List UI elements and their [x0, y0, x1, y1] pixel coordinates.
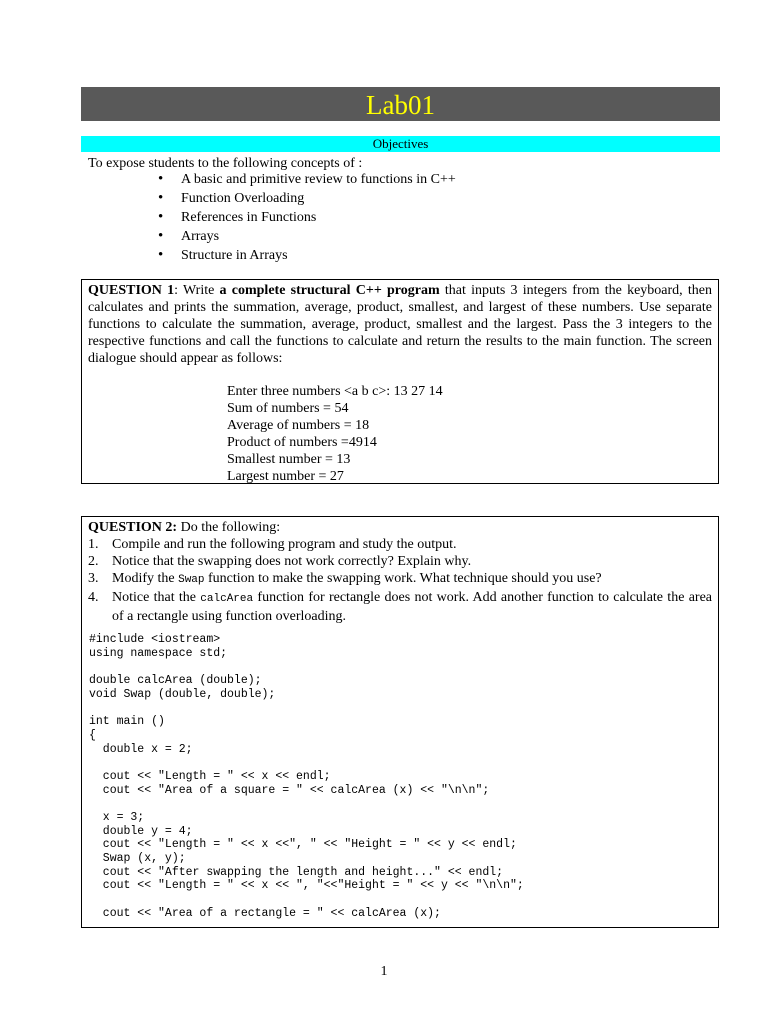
step-item [88, 536, 712, 553]
code-line: void Swap (double, double); [89, 687, 276, 701]
dialog-line: Smallest number = 13 [227, 452, 351, 467]
objectives-heading: Objectives [81, 136, 720, 152]
dialog-line: Average of numbers = 18 [227, 418, 370, 433]
step-text: Notice that the swapping does not work correctly? Explain why. [112, 554, 472, 569]
question-1-text-b: that inputs 3 integers from the keyboard, then calculates and prints the summation, average, product, smallest, and largest of these numbers. Use separate functions to calculate the summation, average, product, smallest and the largest. Pass the 3 integers to the respective functions and call the functions to calculate and return the results to the main function. The screen dialogue should appear as follows: [88, 283, 712, 366]
code-line [89, 797, 524, 811]
step-item [88, 570, 712, 589]
dialog-line: Sum of numbers = 54 [227, 401, 349, 416]
dialog-line: Enter three numbers <a b c>: 13 27 14 [227, 384, 443, 399]
dialog-line: Largest number = 27 [227, 469, 344, 484]
code-listing [89, 633, 524, 920]
objective-item: • A basic and primitive review to functions in C++ [156, 170, 456, 189]
dialog-line: Product of numbers =4914 [227, 435, 377, 450]
code-line: int main () [89, 715, 165, 729]
question-2-title [88, 519, 280, 536]
code-line: double calcArea (double); [89, 674, 262, 688]
question-2-steps [88, 536, 712, 625]
code-line: x = 3; [89, 810, 145, 824]
inline-code: Swap [178, 574, 205, 586]
step-text: Notice that the [112, 590, 201, 605]
code-line: cout << "Length = " << x << endl; [89, 769, 331, 783]
step-text: function to make the swapping work. What technique should you use? [204, 571, 602, 586]
step-number: 2. [88, 554, 99, 569]
code-line: double y = 4; [89, 824, 193, 838]
objective-item: • Arrays [156, 227, 456, 246]
code-line: Swap (x, y); [89, 852, 186, 865]
objective-item: • Function Overloading [156, 189, 456, 208]
inline-code: calcArea [200, 593, 254, 605]
step-number: 3. [88, 571, 99, 586]
page-title: Lab01 [81, 87, 720, 121]
question-2-box [81, 516, 719, 928]
step-text: Compile and run the following program and study the output. [112, 537, 457, 552]
code-line: cout << "After swapping the length and height..." << endl; [89, 865, 504, 879]
code-line: using namespace std; [89, 646, 228, 660]
step-item [88, 589, 712, 625]
question-2-label: QUESTION 2: [88, 520, 178, 535]
question-1-text [88, 282, 712, 367]
code-line: double x = 2; [89, 742, 193, 756]
code-line: cout << "Area of a rectangle = " << calcArea (x); [89, 906, 441, 920]
objective-item: • References in Functions [156, 208, 456, 227]
question-1-emphasis: a complete structural C++ program [219, 283, 440, 298]
question-1-text-a: : Write [174, 283, 220, 298]
code-line: #include <iostream> [89, 633, 221, 646]
code-line [89, 756, 524, 770]
page-number: 1 [380, 964, 388, 979]
sample-dialog [227, 383, 443, 485]
code-line: cout << "Length = " << x << ", "<<"Height = " << y << "\n\n"; [89, 879, 524, 893]
step-text: Modify the [112, 571, 179, 586]
code-line [89, 660, 524, 674]
step-text: function for rectangle does not work. Add another function to calculate the area of a rectangle using function overloading. [112, 590, 713, 624]
step-number: 1. [88, 537, 99, 552]
code-line: { [89, 728, 96, 742]
question-1-label: QUESTION 1 [88, 283, 175, 298]
step-number: 4. [88, 590, 99, 605]
step-item [88, 553, 712, 570]
question-1-box [81, 279, 719, 484]
code-line: cout << "Length = " << x <<", " << "Height = " << y << endl; [89, 838, 517, 852]
code-line [89, 893, 524, 907]
question-2-title-rest: Do the following: [177, 520, 281, 535]
code-line: cout << "Area of a square = " << calcArea (x) << "\n\n"; [89, 783, 490, 797]
objectives-intro: To expose students to the following concepts of : [88, 156, 363, 171]
code-line [89, 701, 524, 715]
objective-item: • Structure in Arrays [156, 246, 456, 265]
objectives-list [156, 170, 456, 265]
